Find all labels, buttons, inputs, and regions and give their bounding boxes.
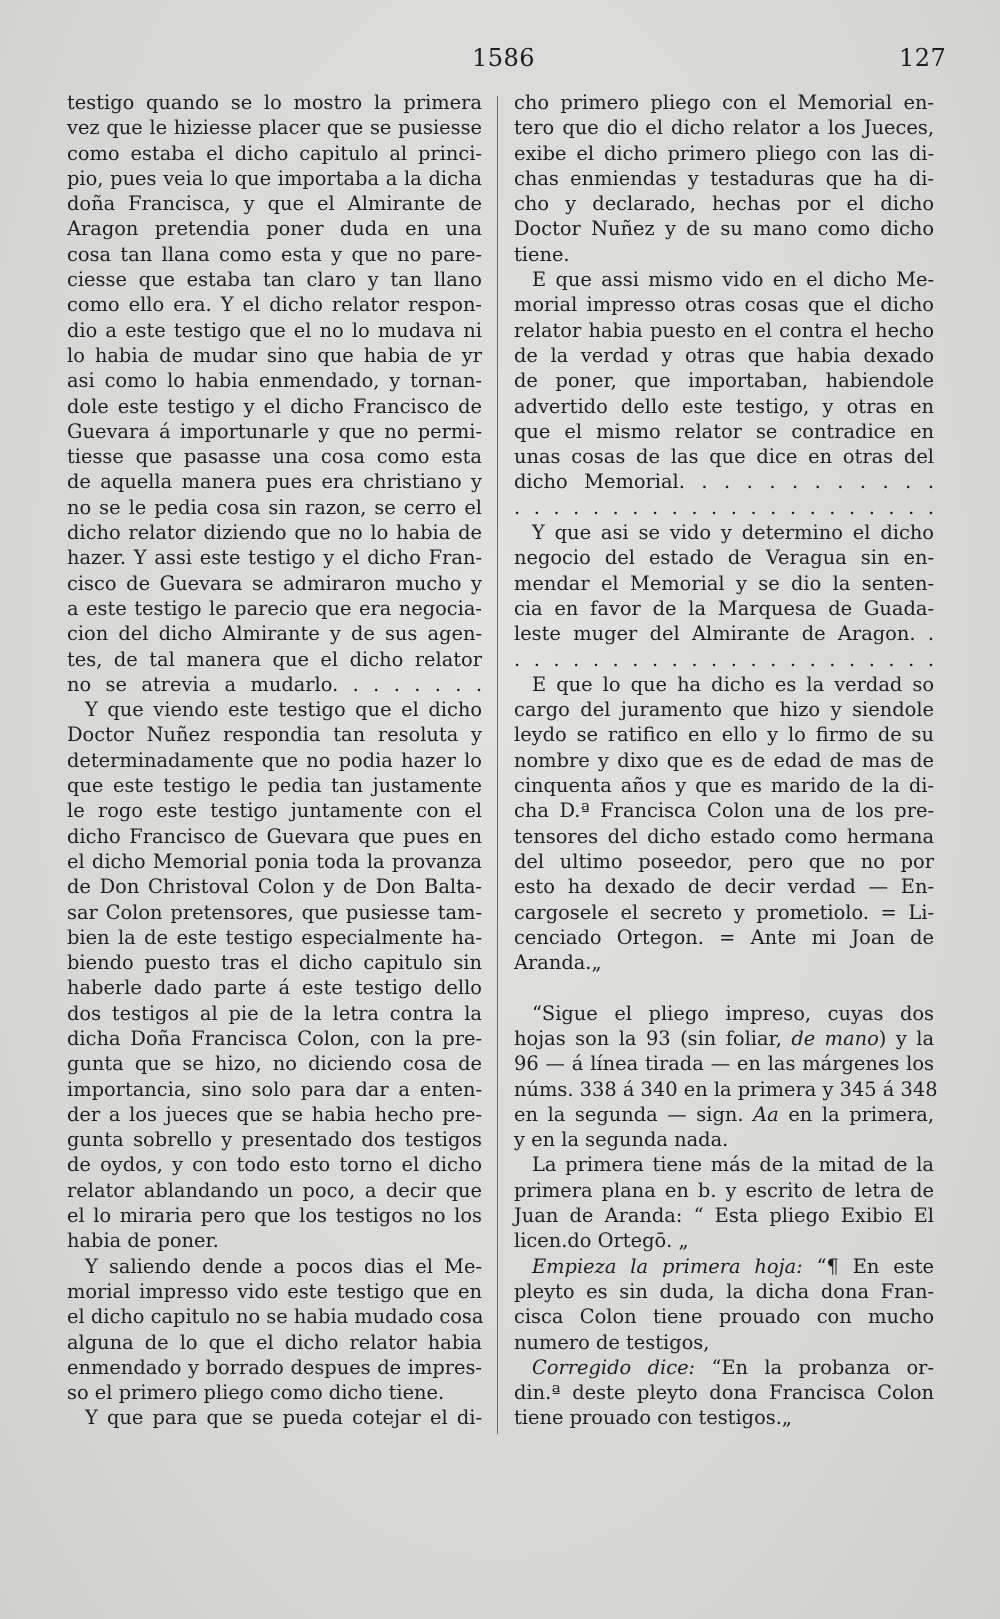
text-line: numero de testigos,: [514, 1330, 710, 1354]
text-line: como estaba el dicho capitulo al princi-: [67, 141, 482, 165]
text-line: biendo puesto tras el dicho capitulo sin: [67, 951, 482, 975]
text-line: Y que viendo este testigo que el dicho: [85, 698, 482, 722]
text-line: tiesse que pasasse una cosa como esta: [67, 445, 482, 469]
column-divider: [497, 96, 498, 1434]
text-line: hazer. Y assi este testigo y el dicho Fran-: [67, 546, 482, 570]
text-line: le rogo este testigo juntamente con el: [67, 799, 482, 823]
text-line: vez que le hiziesse placer que se pusiesse: [67, 116, 482, 140]
text-line: tero que dio el dicho relator a los Jueces,: [514, 116, 934, 140]
text-line: haberle dado parte á este testigo dello: [67, 976, 482, 1000]
text-line: el lo miraria pero que los testigos no los: [67, 1204, 482, 1228]
text-line: de Don Christoval Colon y de Don Balta-: [67, 875, 482, 899]
text-line: enmendado y borrado despues de impres-: [67, 1355, 482, 1379]
text-line: cisca Colon tiene prouado con mucho: [514, 1305, 934, 1329]
text-line: bien la de este testigo especialmente ha-: [67, 925, 482, 949]
text-line: relator ablandando un poco, a decir que: [67, 1178, 482, 1202]
text-line: exibe el dicho primero pliego con las di-: [514, 141, 934, 165]
page-number: 127: [899, 44, 947, 72]
text-line: el dicho capitulo no se habia mudado cosa: [67, 1305, 484, 1329]
text-line: no se atrevia a mudarlo. . . . . . . .: [67, 672, 482, 696]
text-line: de aquella manera pues era christiano y: [67, 470, 482, 494]
text-line: pio, pues veia lo que importaba a la dicha: [67, 166, 482, 190]
text-line: asi como lo habia enmendado, y tornan-: [67, 369, 482, 393]
text-line: E que lo que ha dicho es la verdad so: [532, 672, 934, 696]
text-line: Aranda.„: [514, 951, 602, 975]
text-line: núms. 338 á 340 en la primera y 345 á 348: [514, 1077, 938, 1101]
text-line: Aragon pretendia poner duda en una: [67, 217, 482, 241]
text-line: cargo del juramento que hizo y siendole: [514, 698, 934, 722]
text-line: cha D.ª Francisca Colon una de los pre-: [514, 799, 934, 823]
text-line: “Sigue el pliego impreso, cuyas dos: [532, 1001, 934, 1025]
text-line: morial impresso otras cosas que el dicho: [514, 293, 934, 317]
text-line: leste muger del Almirante de Aragon. .: [514, 622, 934, 646]
text-line: doña Francisca, y que el Almirante de: [67, 192, 482, 216]
text-line: Corregido dice: “En la probanza or-: [532, 1355, 934, 1379]
text-line: chas enmiendas y testaduras que ha di-: [514, 166, 934, 190]
text-line: y en la segunda nada.: [514, 1128, 729, 1152]
text-line: no se le pedia cosa sin razon, se cerro el: [67, 495, 482, 519]
text-line: [514, 975, 934, 1000]
text-line: pleyto es sin duda, la dicha dona Fran-: [514, 1279, 934, 1303]
left-column: [67, 90, 482, 1431]
text-line: unas cosas de las que dice en otras del: [514, 445, 934, 469]
running-header-year: 1586: [472, 44, 536, 72]
text-line: Doctor Nuñez respondia tan resoluta y: [67, 723, 482, 747]
text-line: cia en favor de la Marquesa de Guada-: [514, 596, 934, 620]
text-line: de poner, que importaban, habiendole: [514, 369, 934, 393]
text-line: determinadamente que no podia hazer lo: [67, 748, 482, 772]
text-line: el dicho Memorial ponia toda la provanza: [67, 849, 482, 873]
text-line: Y que asi se vido y determino el dicho: [532, 521, 934, 545]
text-line: tes, de tal manera que el dicho relator: [67, 647, 482, 671]
text-line: Guevara á importunarle y que no permi-: [67, 419, 482, 443]
text-line: dicho Francisco de Guevara que pues en: [67, 824, 482, 848]
text-line: E que assi mismo vido en el dicho Me-: [532, 268, 934, 292]
text-line: importancia, sino solo para dar a enten-: [67, 1077, 482, 1101]
text-line: cargosele el secreto y prometiolo. = Li-: [514, 900, 934, 924]
text-line: gunta que se hizo, no diciendo cosa de: [67, 1052, 482, 1076]
text-line: hojas son la 93 (sin foliar, de mano) y la: [514, 1026, 934, 1050]
text-line: licen.do Ortegō. „: [514, 1229, 689, 1253]
text-line: a este testigo le parecio que era negocia-: [67, 596, 482, 620]
text-line: relator habia puesto en el contra el hecho: [514, 318, 934, 342]
text-line: ciesse que estaba tan claro y tan llano: [67, 268, 482, 292]
text-line: Doctor Nuñez y de su mano como dicho: [514, 217, 934, 241]
text-line: Juan de Aranda: “ Esta pliego Exibio El: [514, 1204, 934, 1228]
text-line: que este testigo le pedia tan justamente: [67, 774, 482, 798]
text-line: dicha Doña Francisca Colon, con la pre-: [67, 1026, 482, 1050]
text-line: tiene prouado con testigos.„: [514, 1406, 792, 1430]
text-line: cisco de Guevara se admiraron mucho y: [67, 571, 482, 595]
text-line: dos testigos al pie de la letra contra la: [67, 1001, 482, 1025]
text-line: nombre y dixo que es de edad de mas de: [514, 748, 934, 772]
text-line: advertido dello este testigo, y otras en: [514, 394, 934, 418]
text-line: tensores del dicho estado como hermana: [514, 824, 934, 848]
text-line: cosa tan llana como esta y que no pare-: [67, 242, 482, 266]
text-line: negocio del estado de Veragua sin en-: [514, 546, 934, 570]
text-line: tiene.: [514, 242, 570, 266]
text-line: habia de poner.: [67, 1229, 219, 1253]
text-line: morial impresso vido este testigo que en: [67, 1279, 482, 1303]
text-line: La primera tiene más de la mitad de la: [532, 1153, 934, 1177]
text-line: alguna de lo que el dicho relator habia: [67, 1330, 482, 1354]
text-line: 96 — á línea tirada — en las márgenes los: [514, 1052, 934, 1076]
text-line: cho primero pliego con el Memorial en-: [514, 91, 934, 114]
text-line: del ultimo poseedor, pero que no por: [514, 849, 934, 873]
text-line: gunta sobrello y presentado dos testigos: [67, 1128, 482, 1152]
text-line: Y que para que se pueda cotejar el di-: [85, 1406, 482, 1430]
text-line: cion del dicho Almirante y de sus agen-: [67, 622, 482, 646]
text-line: de la verdad y otras que habia dexado: [514, 343, 934, 367]
text-line: Empieza la primera hoja: “¶ En este: [532, 1254, 934, 1278]
text-line: leydo se ratifico en ello y lo firmo de su: [514, 723, 934, 747]
text-line: primera plana en b. y escrito de letra de: [514, 1178, 934, 1202]
text-line: dicho relator diziendo que no lo habia de: [67, 521, 482, 545]
text-line: . . . . . . . . . . . . . . . . . . . . . .: [514, 495, 934, 519]
text-line: cho y declarado, hechas por el dicho: [514, 192, 934, 216]
text-line: din.ª deste pleyto dona Francisca Colon: [514, 1381, 934, 1405]
text-line: der a los jueces que se habia hecho pre-: [67, 1102, 482, 1126]
right-column: [514, 90, 938, 1431]
text-line: esto ha dexado de decir verdad — En-: [514, 875, 934, 899]
text-line: en la segunda — sign. Aa en la primera,: [514, 1102, 934, 1126]
text-line: como ello era. Y el dicho relator respon-: [67, 293, 482, 317]
text-line: sar Colon pretensores, que pusiesse tam-: [67, 900, 482, 924]
text-line: dicho Memorial. . . . . . . . . . . .: [514, 470, 934, 494]
text-line: lo habia de mudar sino que habia de yr: [67, 343, 482, 367]
text-line: dio a este testigo que el no lo mudava ni: [67, 318, 482, 342]
text-line: cenciado Ortegon. = Ante mi Joan de: [514, 925, 934, 949]
text-line: Y saliendo dende a pocos dias el Me-: [85, 1254, 482, 1278]
text-line: so el primero pliego como dicho tiene.: [67, 1381, 445, 1405]
text-line: testigo quando se lo mostro la primera: [67, 91, 482, 114]
text-line: cinquenta años y que es marido de la di-: [514, 774, 934, 798]
text-line: mendar el Memorial y se dio la senten-: [514, 571, 934, 595]
text-line: . . . . . . . . . . . . . . . . . . . . . .: [514, 647, 934, 671]
text-line: de oydos, y con todo esto torno el dicho: [67, 1153, 482, 1177]
text-line: dole este testigo y el dicho Francisco de: [67, 394, 482, 418]
text-line: que el mismo relator se contradice en: [514, 419, 934, 443]
